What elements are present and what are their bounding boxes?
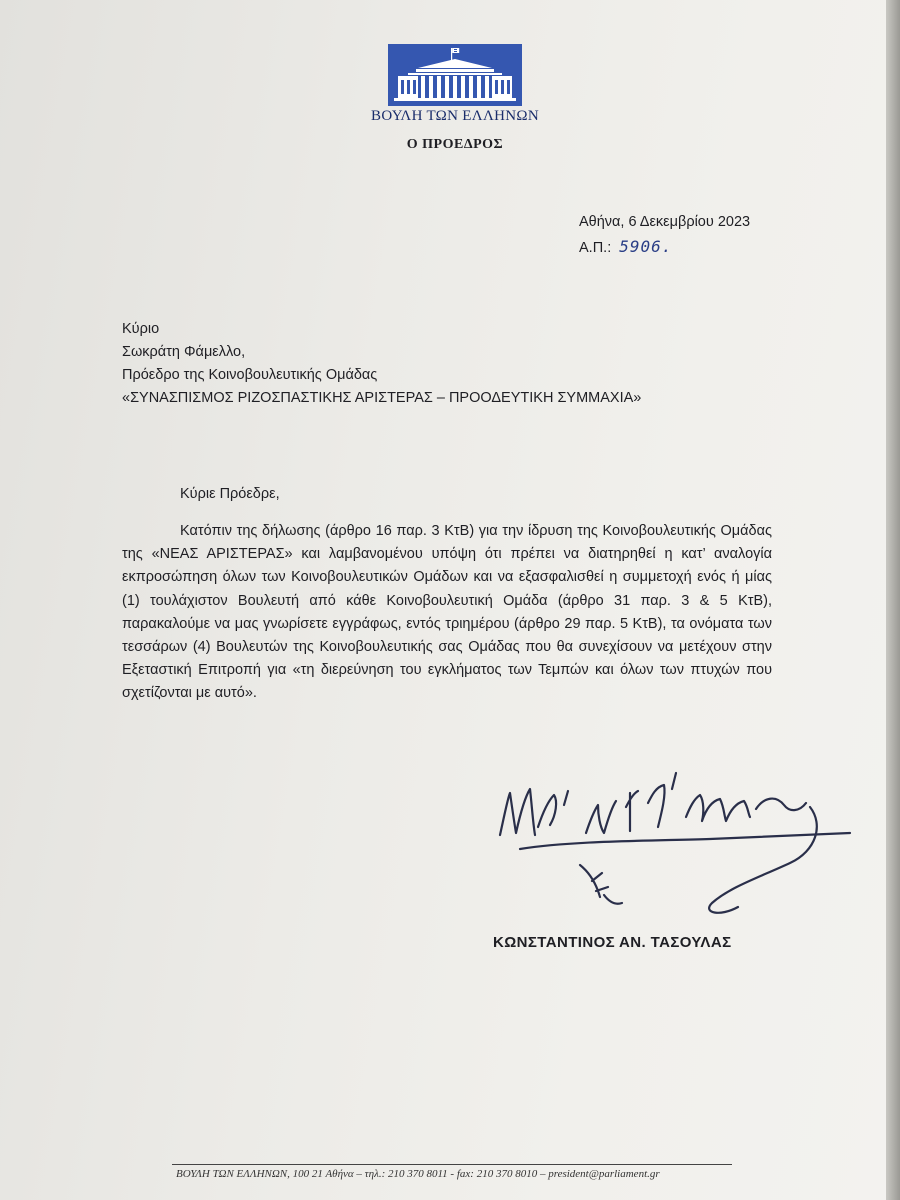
footer-contact: ΒΟΥΛΗ ΤΩΝ ΕΛΛΗΝΩΝ, 100 21 Αθήνα – τηλ.: 210 370 8011 - fax: 210 370 8010 – president@parliament.gr xyxy=(176,1168,660,1180)
recipient-party: «ΣΥΝΑΣΠΙΣΜΟΣ ΡΙΖΟΣΠΑΣΤΙΚΗΣ ΑΡΙΣΤΕΡΑΣ – ΠΡΟΟΔΕΥΤΙΚΗ ΣΥΜΜΑΧΙΑ» xyxy=(122,390,642,406)
salutation: Κύριε Πρόεδρε, xyxy=(180,486,280,502)
recipient-role: Πρόεδρο της Κοινοβουλευτικής Ομάδας xyxy=(122,367,378,383)
protocol-line xyxy=(579,237,672,256)
organization-name: ΒΟΥΛΗ ΤΩΝ ΕΛΛΗΝΩΝ xyxy=(371,108,539,124)
page-edge-shadow xyxy=(886,0,900,1200)
protocol-number: 5906. xyxy=(619,237,673,256)
recipient-block xyxy=(122,318,641,410)
signatory-name: ΚΩΝΣΤΑΝΤΙΝΟΣ ΑΝ. ΤΑΣΟΥΛΑΣ xyxy=(493,934,732,951)
handwritten-closing: Με εκτίμηση xyxy=(484,914,495,916)
recipient-name: Σωκράτη Φάμελλο, xyxy=(122,344,246,360)
parliament-logo xyxy=(388,44,522,106)
recipient-title: Κύριο xyxy=(122,321,160,337)
letter-body: Κατόπιν της δήλωσης (άρθρο 16 παρ. 3 ΚτΒ) για την ίδρυση της Κοινοβουλευτικής Ομάδας της «ΝΕΑΣ ΑΡΙΣΤΕΡΑΣ» και λαμβανομένου υπόψη ότι πρέπει να διατηρηθεί η κατ’ αναλογία εκπροσώπηση όλων των Κοινοβουλευτικών Ομάδων και να εξασφαλισθεί η συμμετοχή ενός ή μίας (1) τουλάχιστον Βουλευτή από κάθε Κοινοβουλευτική Ομάδα (άρθρο 31 παρ. 3 & 5 ΚτΒ), παρακαλούμε να μας γνωρίσετε εγγράφως, εντός τριημέρου (άρθρο 29 παρ. 5 ΚτΒ), τα ονόματα των τεσσάρων (4) Βουλευτών της Κοινοβουλευτικής σας Ομάδας που θα συνεχίσουν να μετέχουν στην Εξεταστική Επιτροπή για «τη διερεύνηση του εγκλήματος των Τεμπών και όλων των πτυχών που σχετίζονται με αυτό». xyxy=(122,523,772,702)
handwritten-signature xyxy=(480,755,860,925)
protocol-label: Α.Π.: xyxy=(579,240,612,256)
office-title: Ο ΠΡΟΕΔΡΟΣ xyxy=(406,137,504,152)
footer-divider xyxy=(172,1164,732,1165)
letter-date: Αθήνα, 6 Δεκεμβρίου 2023 xyxy=(579,214,751,230)
